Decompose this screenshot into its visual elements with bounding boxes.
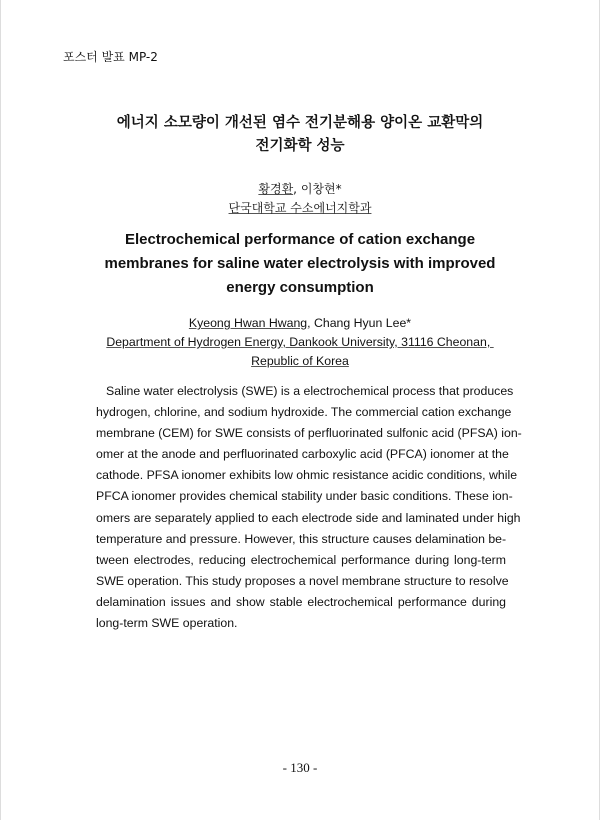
- abstract-line: temperature and pressure. However, this structure causes delamination be-: [96, 531, 507, 546]
- abstract-line: membrane (CEM) for SWE consists of perfluorinated sulfonic acid (PFSA) ion-: [96, 426, 522, 441]
- separator: ,: [307, 316, 314, 330]
- presenter-name: Kyeong Hwan Hwang: [188, 316, 308, 330]
- abstract-line: tween electrodes, reducing electrochemical performance during long-term: [96, 552, 506, 567]
- session-label: 포스터 발표 MP-2: [63, 50, 158, 64]
- separator: ,: [293, 182, 301, 196]
- abstract-line: SWE operation. This study proposes a novel membrane structure to resolve: [96, 573, 509, 588]
- korean-title: [1, 112, 599, 158]
- author-name: Chang Hyun Lee*: [314, 316, 412, 330]
- abstract-line: hydrogen, chlorine, and sodium hydroxide. The commercial cation exchange: [96, 405, 512, 420]
- english-title: [1, 228, 599, 300]
- korean-authors: [1, 180, 599, 218]
- abstract-line: omer at the anode and perfluorinated carboxylic acid (PFCA) ionomer at the: [96, 447, 509, 462]
- affiliation-line: Department of Hydrogen Energy, Dankook University, 31116 Cheonan,: [106, 335, 494, 349]
- english-title-line: energy consumption: [226, 279, 374, 296]
- page-number: - 130 -: [282, 760, 318, 775]
- abstract-line: PFCA ionomer provides chemical stability under basic conditions. These ion-: [96, 489, 513, 504]
- korean-title-line: 에너지 소모량이 개선된 염수 전기분해용 양이온 교환막의: [116, 115, 484, 131]
- abstract-line: omers are separately applied to each electrode side and laminated under high: [96, 510, 521, 525]
- abstract-line: delamination issues and show stable electrochemical performance during: [96, 594, 506, 609]
- abstract-line: Saline water electrolysis (SWE) is a electrochemical process that produces: [106, 384, 514, 398]
- english-authors: [1, 314, 599, 371]
- abstract: [96, 381, 522, 634]
- presenter-name: 황경환: [258, 182, 294, 196]
- abstract-line: cathode. PFSA ionomer exhibits low ohmic resistance acidic conditions, while: [96, 468, 518, 483]
- affiliation-line: Republic of Korea: [251, 354, 349, 368]
- korean-title-line: 전기화학 성능: [255, 138, 345, 154]
- abstract-line: long-term SWE operation.: [96, 616, 238, 631]
- english-title-line: membranes for saline water electrolysis with improved: [104, 255, 496, 272]
- affiliation: 단국대학교 수소에너지학과: [228, 201, 372, 215]
- english-title-line: Electrochemical performance of cation exchange: [124, 231, 476, 248]
- author-name: 이창현*: [300, 182, 342, 196]
